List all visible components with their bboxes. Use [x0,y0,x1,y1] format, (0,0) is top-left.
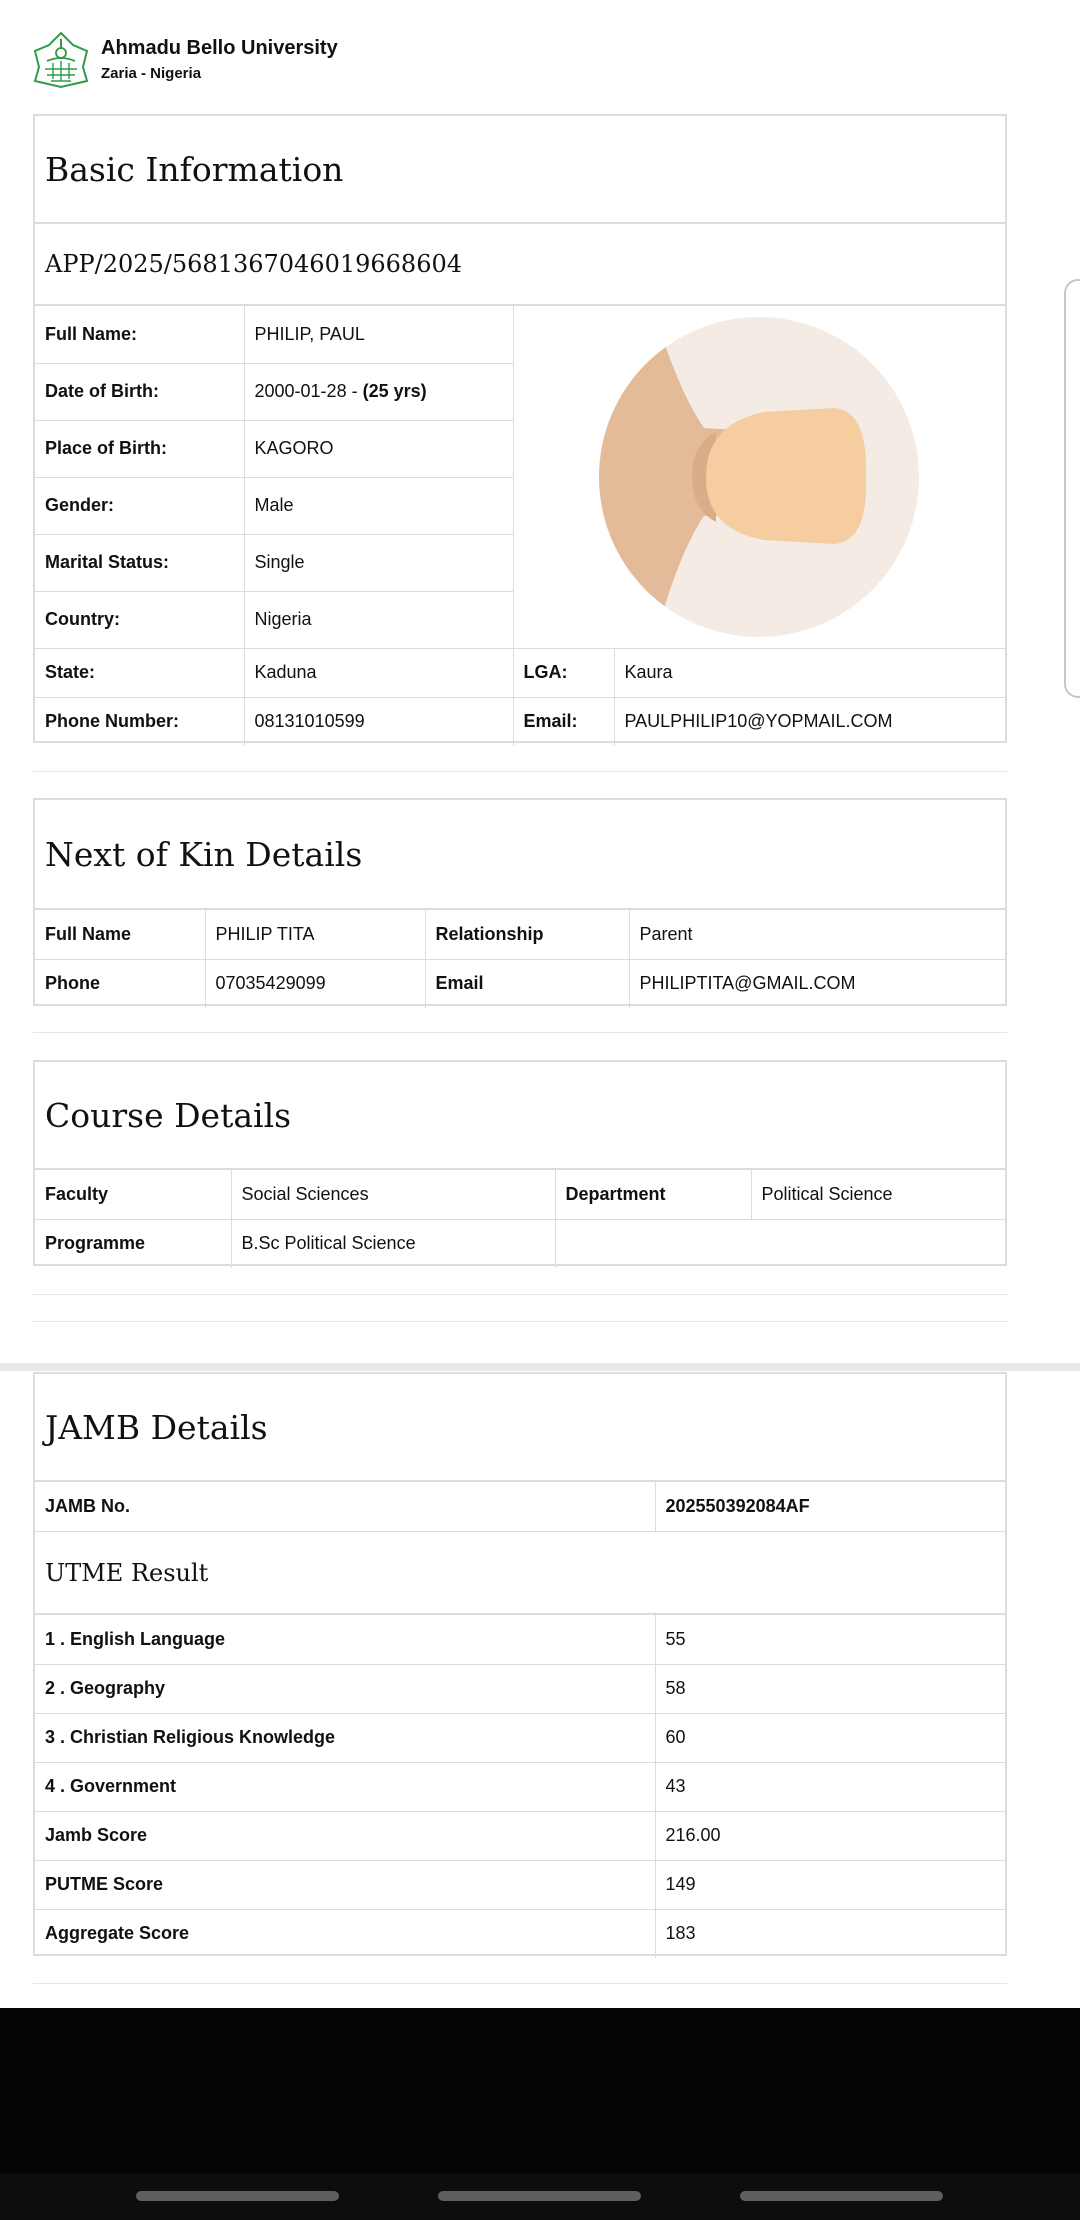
email-label: Email: [513,697,614,746]
divider [33,1321,1007,1322]
jamb-details-card [33,1372,1007,1956]
lga-label: LGA: [513,648,614,697]
department-value: Political Science [751,1170,1005,1219]
place-of-birth-value: KAGORO [244,420,513,477]
marital-status-label: Marital Status: [35,534,244,591]
avatar-placeholder-icon [594,312,924,642]
course-details-title: Course Details [35,1062,1005,1170]
gender-value: Male [244,477,513,534]
kin-email-label: Email [425,959,629,1008]
page-header [33,30,338,90]
subject-score: 60 [655,1713,1005,1762]
side-drawer-handle[interactable] [1064,279,1080,698]
next-of-kin-card [33,798,1007,1006]
kin-relationship-value: Parent [629,910,1005,959]
jamb-details-title: JAMB Details [35,1374,1005,1482]
subject-score: 43 [655,1762,1005,1811]
putme-score-value: 149 [655,1860,1005,1909]
lga-value: Kaura [614,648,1005,697]
state-label: State: [35,648,244,697]
faculty-value: Social Sciences [231,1170,555,1219]
university-location: Zaria - Nigeria [101,65,202,82]
basic-information-table [35,306,1005,746]
kin-full-name-label: Full Name [35,910,205,959]
jamb-no-label: JAMB No. [35,1482,655,1531]
aggregate-score-label: Aggregate Score [35,1909,655,1958]
divider [33,1294,1007,1295]
course-details-card [33,1060,1007,1266]
utme-result-title: UTME Result [35,1531,1005,1615]
kin-relationship-label: Relationship [425,910,629,959]
subject-label: 4 . Government [35,1762,655,1811]
country-label: Country: [35,591,244,648]
subject-label: 3 . Christian Religious Knowledge [35,1713,655,1762]
empty-cell [555,1219,1005,1268]
kin-phone-label: Phone [35,959,205,1008]
divider [33,1983,1007,1984]
kin-full-name-value: PHILIP TITA [205,910,425,959]
dob-date: 2000-01-28 - [254,381,363,401]
basic-information-title: Basic Information [35,116,1005,224]
subject-score: 58 [655,1664,1005,1713]
next-of-kin-title: Next of Kin Details [35,800,1005,910]
jamb-no-value: 202550392084AF [655,1482,1005,1531]
course-details-table [35,1170,1005,1268]
phone-number-label: Phone Number: [35,697,244,746]
dob-age: (25 yrs) [362,381,427,401]
nav-home-gesture[interactable] [438,2191,641,2201]
section-separator [0,1363,1080,1371]
programme-label: Programme [35,1219,231,1268]
country-value: Nigeria [244,591,513,648]
nav-recents-gesture[interactable] [740,2191,943,2201]
department-label: Department [555,1170,751,1219]
gender-label: Gender: [35,477,244,534]
jamb-number-table [35,1482,1005,1531]
kin-phone-value: 07035429099 [205,959,425,1008]
phone-number-value: 08131010599 [244,697,513,746]
place-of-birth-label: Place of Birth: [35,420,244,477]
subject-label: 2 . Geography [35,1664,655,1713]
full-name-label: Full Name: [35,306,244,363]
programme-value: B.Sc Political Science [231,1219,555,1268]
photo-cell [513,306,1005,648]
marital-status-value: Single [244,534,513,591]
utme-result-table [35,1615,1005,1958]
full-name-value: PHILIP, PAUL [244,306,513,363]
application-number: APP/2025/5681367046019668604 [35,224,1005,306]
state-value: Kaduna [244,648,513,697]
kin-email-value: PHILIPTITA@GMAIL.COM [629,959,1005,1008]
university-text [101,35,338,85]
dob-label: Date of Birth: [35,363,244,420]
abu-crest-icon [33,31,89,89]
divider [33,771,1007,772]
jamb-score-label: Jamb Score [35,1811,655,1860]
next-of-kin-table [35,910,1005,1008]
email-value: PAULPHILIP10@YOPMAIL.COM [614,697,1005,746]
dob-value [244,363,513,420]
faculty-label: Faculty [35,1170,231,1219]
jamb-score-value: 216.00 [655,1811,1005,1860]
subject-score: 55 [655,1615,1005,1664]
university-name: Ahmadu Bello University [101,37,338,59]
basic-information-card [33,114,1007,743]
aggregate-score-value: 183 [655,1909,1005,1958]
putme-score-label: PUTME Score [35,1860,655,1909]
subject-label: 1 . English Language [35,1615,655,1664]
divider [33,1032,1007,1033]
nav-back-gesture[interactable] [136,2191,339,2201]
